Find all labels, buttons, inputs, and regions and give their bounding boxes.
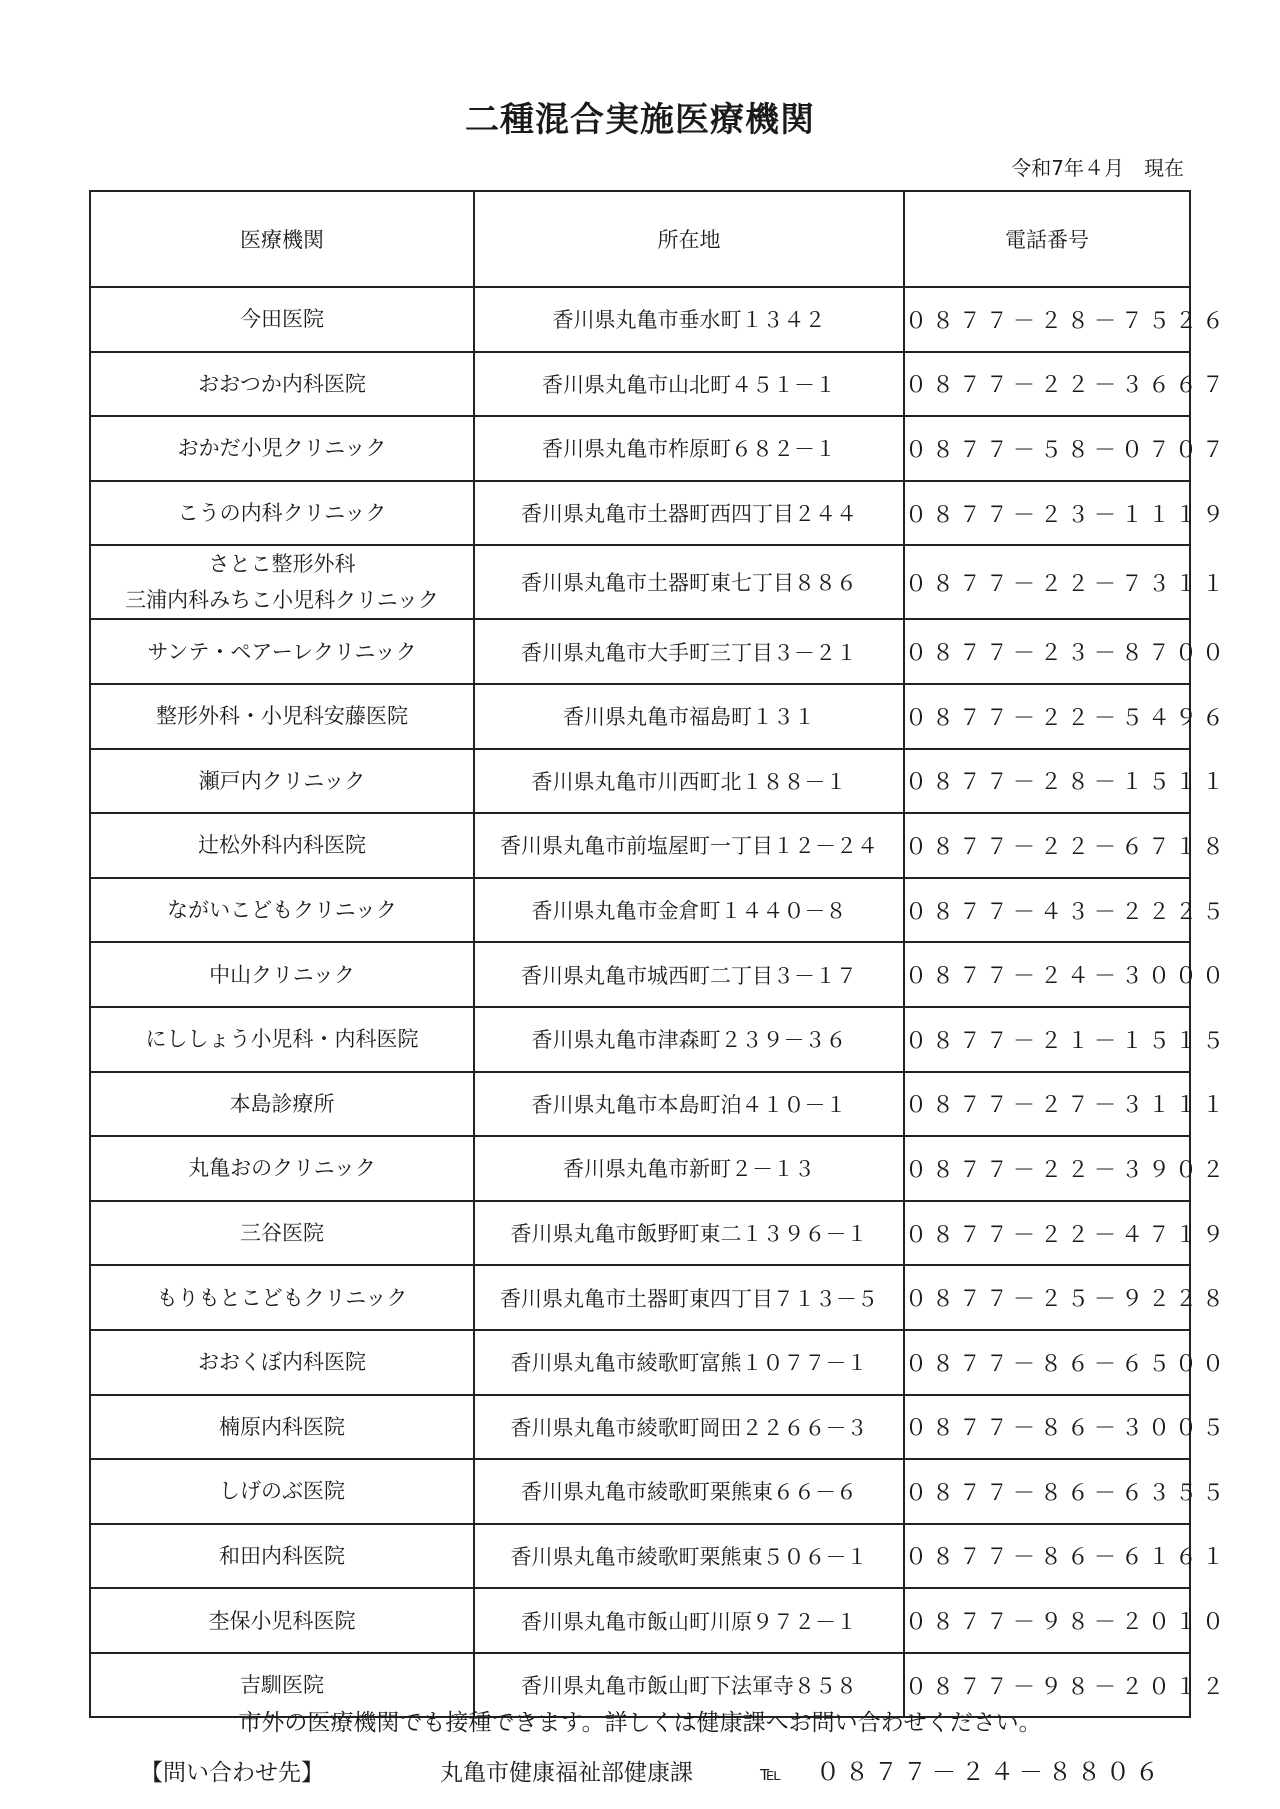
institution-address: 香川県丸亀市新町２－１３ <box>474 1136 904 1201</box>
institution-name <box>90 942 474 1007</box>
institution-name-line: おおくぼ内科医院 <box>198 1350 366 1375</box>
institution-phone: ０８７７－９８－２０１０ <box>904 1588 1190 1653</box>
institution-name-line: 本島診療所 <box>229 1091 335 1116</box>
institution-name-line: 今田医院 <box>240 307 324 332</box>
institution-name-line: 辻松外科内科医院 <box>198 833 366 858</box>
institution-phone: ０８７７－８６－３００５ <box>904 1395 1190 1460</box>
institution-address: 香川県丸亀市垂水町１３４２ <box>474 287 904 352</box>
institution-address: 香川県丸亀市城西町二丁目３－１７ <box>474 942 904 1007</box>
institution-name <box>90 352 474 417</box>
table-row <box>90 352 1190 417</box>
institution-name-line: 中山クリニック <box>209 962 355 987</box>
institution-name <box>90 287 474 352</box>
table-row <box>90 1201 1190 1266</box>
table-row <box>90 1588 1190 1653</box>
institution-address: 香川県丸亀市大手町三丁目３－２１ <box>474 619 904 684</box>
table-row <box>90 1072 1190 1137</box>
table-row <box>90 1330 1190 1395</box>
table-row <box>90 545 1190 619</box>
footer-note: 市外の医療機関でも接種できます。詳しくは健康課へお問い合わせください。 <box>238 1710 1042 1736</box>
institution-name <box>90 1136 474 1201</box>
institution-name-line: 整形外科・小児科安藤医院 <box>156 704 408 729</box>
institution-name-line: 三谷医院 <box>240 1221 324 1246</box>
institution-address: 香川県丸亀市柞原町６８２－１ <box>474 416 904 481</box>
institution-name-line: しげのぶ医院 <box>219 1479 345 1504</box>
institution-name <box>90 684 474 749</box>
institution-address: 香川県丸亀市綾歌町栗熊東５０６－１ <box>474 1524 904 1589</box>
institution-phone: ０８７７－２３－１１１９ <box>904 481 1190 546</box>
header-institution: 医療機関 <box>90 191 474 287</box>
institution-name <box>90 813 474 878</box>
institution-phone: ０８７７－２２－４７１９ <box>904 1201 1190 1266</box>
institution-name-line: おかだ小児クリニック <box>177 436 387 461</box>
table-row <box>90 878 1190 943</box>
institution-address: 香川県丸亀市飯山町川原９７２－１ <box>474 1588 904 1653</box>
institution-name-line: もりもとこどもクリニック <box>156 1285 408 1310</box>
tel-icon: ℡ <box>760 1761 782 1785</box>
table-row <box>90 416 1190 481</box>
institution-phone: ０８７７－４３－２２２５ <box>904 878 1190 943</box>
institution-name <box>90 545 474 619</box>
institution-address: 香川県丸亀市飯山町下法軍寺８５８ <box>474 1653 904 1718</box>
institution-name <box>90 416 474 481</box>
institution-table <box>89 190 1230 1718</box>
header-phone: 電話番号 <box>904 191 1190 287</box>
institution-name <box>90 1588 474 1653</box>
institution-name <box>90 619 474 684</box>
institution-phone: ０８７７－２２－３９０２ <box>904 1136 1190 1201</box>
institution-phone: ０８７７－２５－９２２８ <box>904 1265 1190 1330</box>
institution-address: 香川県丸亀市本島町泊４１０－１ <box>474 1072 904 1137</box>
institution-name-line: こうの内科クリニック <box>177 501 387 526</box>
institution-name <box>90 1395 474 1460</box>
institution-phone: ０８７７－２４－３０００ <box>904 942 1190 1007</box>
table-row <box>90 813 1190 878</box>
institution-phone: ０８７７－８６－６１６１ <box>904 1524 1190 1589</box>
institution-address: 香川県丸亀市土器町東七丁目８８６ <box>474 545 904 619</box>
institution-name <box>90 1201 474 1266</box>
institution-name-line: 杢保小児科医院 <box>208 1608 356 1633</box>
institution-phone: ０８７７－２２－６７１８ <box>904 813 1190 878</box>
table-row <box>90 749 1190 814</box>
institution-address: 香川県丸亀市川西町北１８８－１ <box>474 749 904 814</box>
institution-phone: ０８７７－２２－７３１１ <box>904 545 1190 619</box>
institution-address: 香川県丸亀市綾歌町富熊１０７７－１ <box>474 1330 904 1395</box>
institution-name <box>90 1007 474 1072</box>
contact-line <box>140 1752 1164 1787</box>
institution-phone: ０８７７－９８－２０１２ <box>904 1653 1190 1718</box>
institution-name-line: 楠原内科医院 <box>219 1414 345 1439</box>
table-row <box>90 619 1190 684</box>
institution-address: 香川県丸亀市飯野町東二１３９６－１ <box>474 1201 904 1266</box>
institution-address: 香川県丸亀市前塩屋町一丁目１２－２４ <box>474 813 904 878</box>
table-row <box>90 481 1190 546</box>
header-address: 所在地 <box>474 191 904 287</box>
table-row <box>90 1265 1190 1330</box>
institution-name-line: 瀬戸内クリニック <box>198 768 366 793</box>
table-row <box>90 287 1190 352</box>
contact-department: 丸亀市健康福祉部健康課 <box>440 1760 693 1786</box>
institution-phone: ０８７７－５８－０７０７ <box>904 416 1190 481</box>
institution-name <box>90 1265 474 1330</box>
institution-name-line: にししょう小児科・内科医院 <box>145 1027 419 1052</box>
contact-phone: ０８７７－２４－８８０６ <box>816 1758 1164 1786</box>
institution-name <box>90 481 474 546</box>
institution-phone: ０８７７－２２－３６６７ <box>904 352 1190 417</box>
page-title: 二種混合実施医療機関 <box>465 100 815 140</box>
institution-address: 香川県丸亀市土器町東四丁目７１３－５ <box>474 1265 904 1330</box>
contact-label: 【問い合わせ先】 <box>140 1760 324 1786</box>
table-row <box>90 684 1190 749</box>
institution-name-line: サンテ・ペアーレクリニック <box>147 639 417 664</box>
institution-phone: ０８７７－２２－５４９６ <box>904 684 1190 749</box>
as-of-date: 令和7年４月 現在 <box>1011 156 1184 180</box>
institution-address: 香川県丸亀市金倉町１４４０－８ <box>474 878 904 943</box>
institution-name-line: ながいこどもクリニック <box>167 898 397 923</box>
table-row <box>90 1136 1190 1201</box>
institution-name-line: 丸亀おのクリニック <box>188 1156 376 1181</box>
institution-phone: ０８７７－８６－６３５５ <box>904 1459 1190 1524</box>
institution-phone: ０８７７－２３－８７００ <box>904 619 1190 684</box>
table-row <box>90 1459 1190 1524</box>
table-row <box>90 1395 1190 1460</box>
institution-address: 香川県丸亀市綾歌町岡田２２６６－３ <box>474 1395 904 1460</box>
institution-name <box>90 1330 474 1395</box>
institution-name-line: さとこ整形外科 <box>208 552 356 577</box>
institution-name-line: 吉馴医院 <box>240 1673 324 1698</box>
table-header-row <box>90 191 1190 287</box>
institution-address: 香川県丸亀市津森町２３９－３６ <box>474 1007 904 1072</box>
institution-phone: ０８７７－２８－１５１１ <box>904 749 1190 814</box>
institution-name-line: 三浦内科みちこ小児科クリニック <box>125 588 439 613</box>
institution-phone: ０８７７－２８－７５２６ <box>904 287 1190 352</box>
institution-name <box>90 1459 474 1524</box>
table-body <box>90 287 1230 1717</box>
institution-name <box>90 749 474 814</box>
institution-name-line: 和田内科医院 <box>219 1543 345 1568</box>
table-row <box>90 1007 1190 1072</box>
institution-name <box>90 878 474 943</box>
institution-name <box>90 1524 474 1589</box>
institution-phone: ０８７７－２１－１５１５ <box>904 1007 1190 1072</box>
table-row <box>90 1524 1190 1589</box>
institution-address: 香川県丸亀市山北町４５１－１ <box>474 352 904 417</box>
institution-address: 香川県丸亀市福島町１３１ <box>474 684 904 749</box>
table-row <box>90 942 1190 1007</box>
institution-phone: ０８７７－２７－３１１１ <box>904 1072 1190 1137</box>
institution-phone: ０８７７－８６－６５００ <box>904 1330 1190 1395</box>
institution-address: 香川県丸亀市綾歌町栗熊東６６－６ <box>474 1459 904 1524</box>
institution-name <box>90 1072 474 1137</box>
institution-name-line: おおつか内科医院 <box>198 371 366 396</box>
institution-address: 香川県丸亀市土器町西四丁目２４４ <box>474 481 904 546</box>
